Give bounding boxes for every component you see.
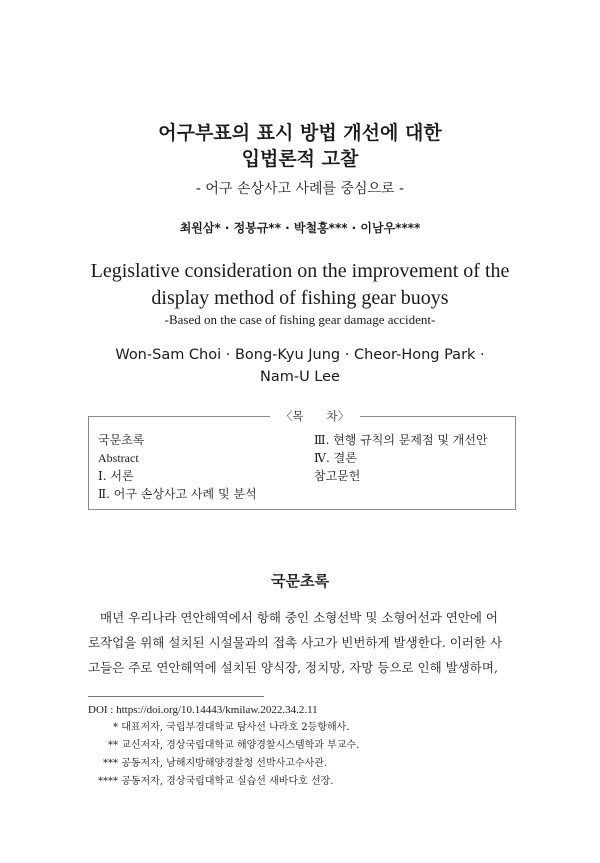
- toc-item[interactable]: Ⅰ. 서론: [98, 469, 134, 483]
- footnote: * 대표저자, 국립부경대학교 탐사선 나라호 2등항해사.: [113, 722, 350, 733]
- abstract-line: 매년 우리나라 연안해역에서 항해 중인 소형선박 및 소형어선과 연안에 어: [100, 610, 499, 625]
- authors-korean: 최원삼* · 정봉규** · 박철홍*** · 이남우****: [179, 221, 421, 235]
- footnote-divider: [88, 696, 264, 697]
- english-title-line-2: display method of fishing gear buoys: [151, 287, 449, 309]
- toc-item[interactable]: 참고문헌: [314, 469, 361, 483]
- footnote: ** 교신저자, 경상국립대학교 해양경찰시스템학과 부교수.: [108, 740, 360, 751]
- toc-item[interactable]: Ⅳ. 결론: [314, 451, 357, 465]
- toc-item[interactable]: 국문초록: [98, 433, 145, 447]
- title-line-1: 어구부표의 표시 방법 개선에 대한: [158, 122, 442, 144]
- toc-right-column: [314, 431, 512, 485]
- english-subtitle: -Based on the case of fishing gear damage accident-: [164, 312, 436, 327]
- abstract-line: 고들은 주로 연안해역에 설치된 양식장, 정치망, 자망 등으로 인해 발생하며,: [88, 660, 498, 675]
- english-authors-line-2: Nam-U Lee: [260, 369, 340, 385]
- abstract-body: [88, 605, 514, 680]
- footnote-list: [88, 719, 528, 791]
- english-title-line-1: Legislative consideration on the improvement of the: [90, 260, 510, 282]
- toc-item[interactable]: Abstract: [98, 451, 139, 465]
- subtitle: - 어구 손상사고 사례를 중심으로 -: [195, 181, 405, 197]
- english-authors-line-1: Won-Sam Choi · Bong-Kyu Jung · Cheor-Hong Park ·: [115, 347, 485, 363]
- footnote: *** 공동저자, 남해지방해양경찰청 선박사고수사관.: [103, 758, 328, 769]
- toc-item[interactable]: Ⅱ. 어구 손상사고 사례 및 분석: [98, 487, 257, 501]
- abstract-line: 로작업을 위해 설치된 시설물과의 접촉 사고가 빈번하게 발생한다. 이러한 사: [88, 635, 503, 650]
- footnote: **** 공동저자, 경상국립대학교 실습선 새바다호 선장.: [98, 776, 334, 787]
- toc-heading: 〈목 차〉: [270, 408, 360, 424]
- title-line-2: 입법론적 고찰: [241, 148, 359, 170]
- doi-link[interactable]: DOI : https://doi.org/10.14443/kmilaw.2022.34.2.11: [88, 704, 318, 716]
- abstract-heading: 국문초록: [271, 572, 329, 590]
- toc-left-column: [98, 431, 308, 503]
- toc-item[interactable]: Ⅲ. 현행 규칙의 문제점 및 개선안: [314, 433, 488, 447]
